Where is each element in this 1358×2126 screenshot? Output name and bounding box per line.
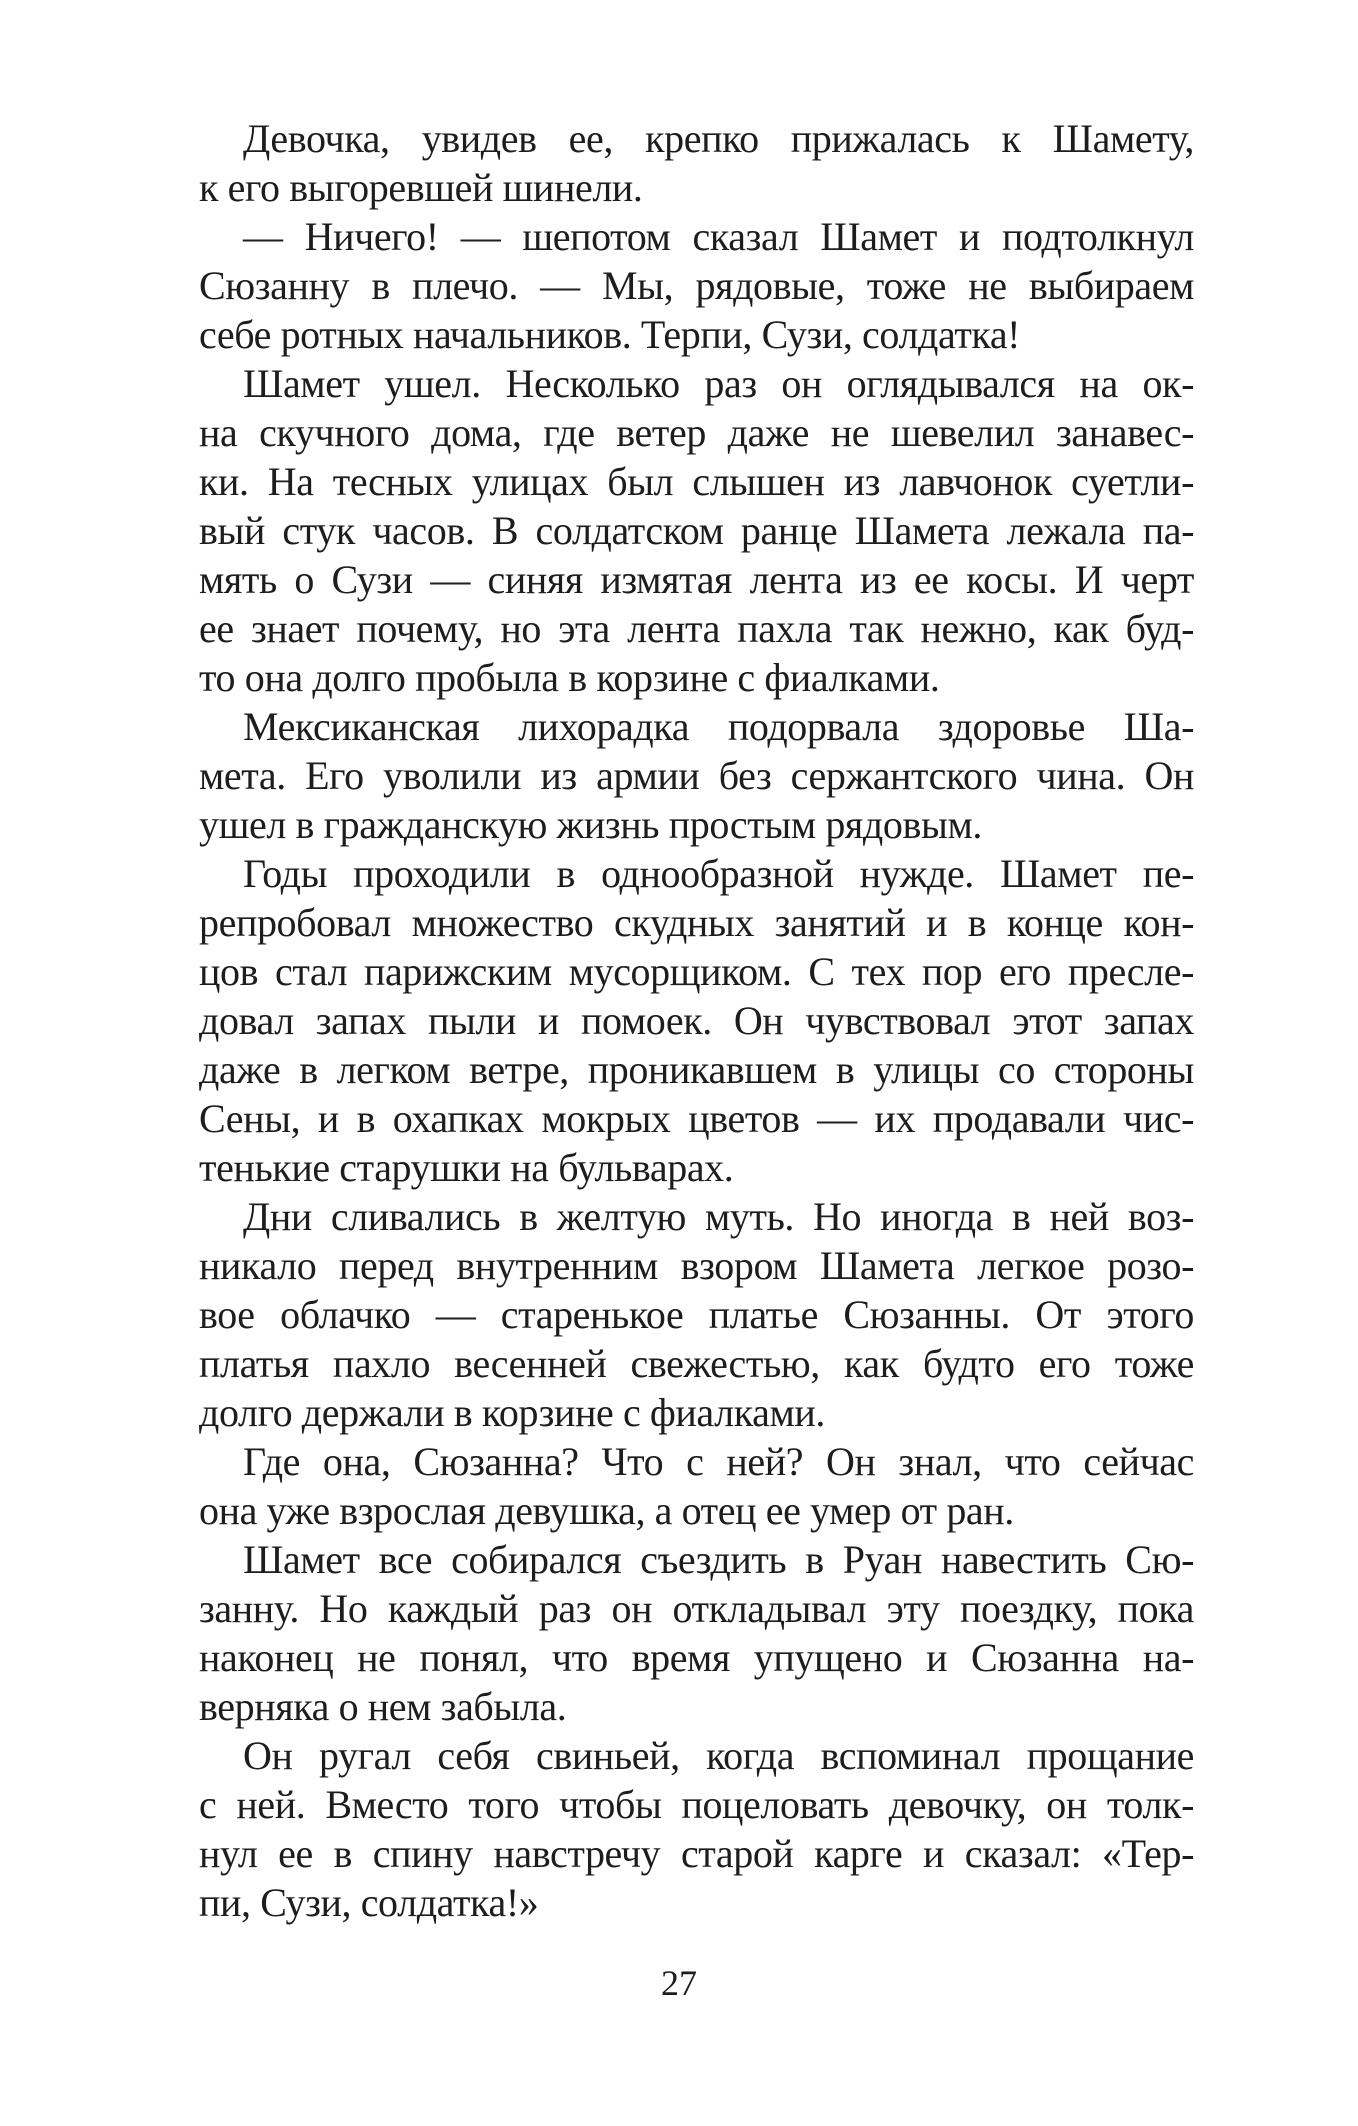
text-line: то она долго пробыла в корзине с фиалками.	[199, 655, 940, 700]
text-line: ушел в гражданскую жизнь простым рядовым.	[199, 802, 982, 847]
text-line: с ней. Вместо того чтобы поцеловать девочку, он толк-	[199, 1782, 1194, 1827]
text-line: она уже взрослая девушка, а отец ее умер от ран.	[199, 1488, 1014, 1533]
text-line: верняка о нем забыла.	[199, 1684, 567, 1729]
text-line: на скучного дома, где ветер даже не шевелил занавес-	[199, 410, 1194, 455]
text-line: наконец не понял, что время упущено и Сюзанна на-	[199, 1635, 1194, 1680]
text-line: Девочка, увидев ее, крепко прижалась к Шамету,	[243, 116, 1194, 161]
paragraph	[199, 114, 1194, 212]
text-line: мета. Его уволили из армии без сержантского чина. Он	[199, 753, 1194, 798]
text-line: платья пахло весенней свежестью, как будто его тоже	[199, 1341, 1194, 1386]
text-line: тенькие старушки на бульварах.	[199, 1145, 734, 1190]
paragraph	[199, 1731, 1194, 1927]
text-line: Шамет все собирался съездить в Руан навестить Сю-	[243, 1537, 1194, 1582]
text-line: мять о Сузи — синяя измятая лента из ее косы. И черт	[199, 557, 1194, 602]
text-line: довал запах пыли и помоек. Он чувствовал этот запах	[199, 998, 1194, 1043]
page-number: 27	[661, 1963, 697, 2003]
text-line: репробовал множество скудных занятий и в конце кон-	[199, 900, 1194, 945]
text-line: даже в легком ветре, проникавшем в улицы со стороны	[199, 1047, 1194, 1092]
text-line: ки. На тесных улицах был слышен из лавчонок суетли-	[199, 459, 1194, 504]
paragraph	[199, 1192, 1194, 1437]
text-line: себе ротных начальников. Терпи, Сузи, солдатка!	[199, 312, 1021, 357]
text-line: Сены, и в охапках мокрых цветов — их продавали чис-	[199, 1096, 1194, 1141]
text-line: Сюзанну в плечо. — Мы, рядовые, тоже не выбираем	[199, 263, 1194, 308]
text-line: ее знает почему, но эта лента пахла так нежно, как буд-	[199, 606, 1194, 651]
paragraph	[199, 849, 1194, 1192]
paragraph	[199, 1437, 1194, 1535]
text-line: пи, Сузи, солдатка!»	[199, 1880, 539, 1925]
text-line: Он ругал себя свиньей, когда вспоминал прощание	[243, 1733, 1194, 1778]
text-line: Шамет ушел. Несколько раз он оглядывался на ок-	[243, 361, 1194, 406]
text-line: вый стук часов. В солдатском ранце Шамета лежала па-	[199, 508, 1194, 553]
text-line: — Ничего! — шепотом сказал Шамет и подтолкнул	[243, 214, 1194, 259]
text-line: никало перед внутренним взором Шамета легкое розо-	[199, 1243, 1194, 1288]
paragraph	[199, 212, 1194, 359]
text-line: долго держали в корзине с фиалками.	[199, 1390, 826, 1435]
paragraph	[199, 702, 1194, 849]
text-line: нул ее в спину навстречу старой карге и сказал: «Тер-	[199, 1831, 1194, 1876]
paragraph	[199, 359, 1194, 702]
text-line: Мексиканская лихорадка подорвала здоровье Ша-	[243, 704, 1194, 749]
text-line: к его выгоревшей шинели.	[199, 165, 643, 210]
text-line: Годы проходили в однообразной нужде. Шамет пе-	[243, 851, 1194, 896]
text-line: цов стал парижским мусорщиком. С тех пор его пресле-	[199, 949, 1194, 994]
text-line: Где она, Сюзанна? Что с ней? Он знал, что сейчас	[243, 1439, 1194, 1484]
text-line: вое облачко — старенькое платье Сюзанны. От этого	[199, 1292, 1194, 1337]
text-line: Дни сливались в желтую муть. Но иногда в ней воз-	[243, 1194, 1194, 1239]
text-line: занну. Но каждый раз он откладывал эту поездку, пока	[199, 1586, 1194, 1631]
paragraph	[199, 1535, 1194, 1731]
page-text	[199, 114, 1194, 1927]
